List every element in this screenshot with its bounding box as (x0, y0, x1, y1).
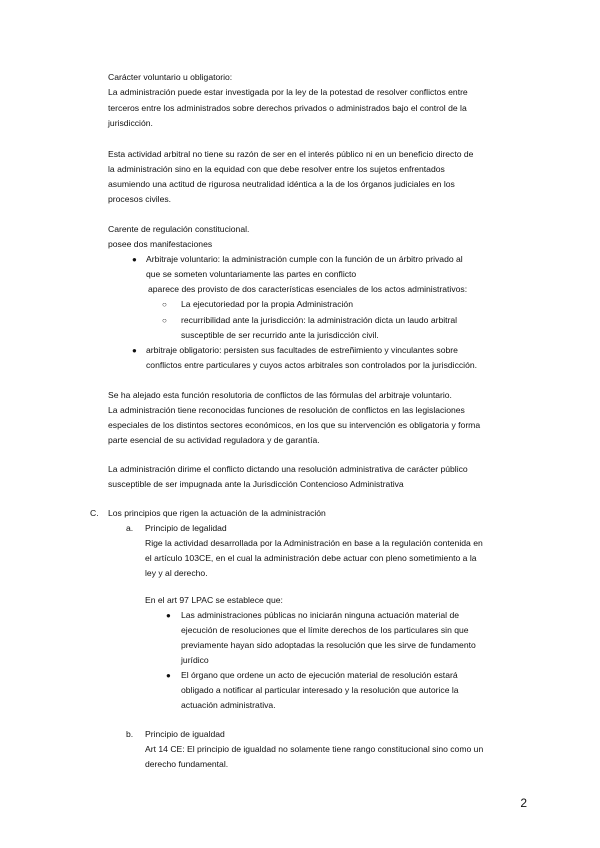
bullet-dot-icon: ● (132, 255, 137, 264)
paragraph-line: la administración sino en la equidad con que debe resolver entre los sujetos enfrentados (108, 164, 445, 174)
paragraph-line: La administración tiene reconocidas funciones de resolución de conflictos en las legislaciones (108, 405, 465, 415)
list-item: arbitraje obligatorio: persisten sus facultades de estreñimiento y vinculantes sobre (146, 345, 458, 355)
paragraph-line: asumiendo una actitud de rigurosa neutralidad idéntica a la de los órganos judiciales en los (108, 179, 455, 189)
list-item: actuación administrativa. (181, 700, 276, 710)
list-item: recurribilidad ante la jurisdicción: la administración dicta un laudo arbitral (181, 315, 458, 325)
list-item: conflictos entre particulares y cuyos actos arbitrales son controlados por la jurisdicción. (146, 360, 478, 370)
subsection-marker: a. (126, 523, 134, 533)
paragraph-line: En el art 97 LPAC se establece que: (145, 595, 283, 605)
list-item: El órgano que ordene un acto de ejecución material de resolución estará (181, 670, 458, 680)
list-item: Arbitraje voluntario: la administración cumple con la función de un árbitro privado al (146, 254, 463, 264)
bullet-circle-icon: ○ (162, 300, 167, 309)
paragraph-line: derecho fundamental. (145, 759, 229, 769)
paragraph-line: Se ha alejado esta función resolutoria de conflictos de las fórmulas del arbitraje voluntario. (108, 390, 452, 400)
bullet-dot-icon: ● (166, 671, 171, 680)
list-item: La ejecutoriedad por la propia Administración (181, 299, 353, 309)
paragraph-line: La administración dirime el conflicto dictando una resolución administrativa de carácter público (108, 464, 468, 474)
section-marker: C. (90, 508, 99, 518)
bullet-dot-icon: ● (166, 611, 171, 620)
paragraph-line: Esta actividad arbitral no tiene su razón de ser en el interés público ni en un beneficio directo de (108, 149, 474, 159)
paragraph-line: el artículo 103CE, en el cual la administración debe actuar con pleno sometimiento a la (145, 553, 477, 563)
paragraph-line: parte esencial de su actividad reguladora y de garantía. (108, 435, 320, 445)
subsection-marker: b. (126, 729, 134, 739)
paragraph-line: Art 14 CE: El principio de igualdad no solamente tiene rango constitucional sino como un (145, 744, 484, 754)
bullet-dot-icon: ● (132, 346, 137, 355)
paragraph-line: La administración puede estar investigada por la ley de la potestad de resolver conflictos entre (108, 87, 468, 97)
paragraph-line: jurisdicción. (108, 118, 153, 128)
paragraph-line: Rige la actividad desarrollada por la Administración en base a la regulación contenida en (145, 538, 483, 548)
heading-carente: Carente de regulación constitucional. (108, 224, 250, 234)
subsection-title: Principio de legalidad (145, 523, 227, 533)
section-title: Los principios que rigen la actuación de la administración (108, 508, 326, 518)
bullet-circle-icon: ○ (162, 316, 167, 325)
list-item: que se someten voluntariamente las partes en conflicto (146, 269, 357, 279)
paragraph-line: procesos civiles. (108, 194, 172, 204)
list-item: ejecución de resoluciones que el límite derechos de los particulares sin que (181, 625, 469, 635)
subsection-title: Principio de igualdad (145, 729, 225, 739)
list-item: obligado a notificar al particular interesado y la resolución que autorice la (181, 685, 459, 695)
list-item: previamente hayan sido adoptadas la resolución que les sirve de fundamento (181, 640, 476, 650)
paragraph-line: aparece des provisto de dos características esenciales de los actos administrativos: (148, 284, 468, 294)
paragraph-line: especiales de los distintos sectores económicos, en los que su intervención es obligatoria y forma (108, 420, 481, 430)
paragraph-line: susceptible de ser impugnada ante la Jurisdicción Contencioso Administrativa (108, 479, 404, 489)
list-item: susceptible de ser recurrido ante la jurisdicción civil. (181, 330, 379, 340)
page-number: 2 (520, 796, 527, 810)
paragraph-line: terceros entre los administrados sobre derechos privados o administrados bajo el control de la (108, 103, 467, 113)
list-item: Las administraciones públicas no iniciarán ninguna actuación material de (181, 610, 460, 620)
list-item: jurídico (181, 655, 209, 665)
paragraph-line: ley y al derecho. (145, 568, 208, 578)
heading-caracter: Carácter voluntario u obligatorio: (108, 72, 233, 82)
paragraph-line: posee dos manifestaciones (108, 239, 213, 249)
